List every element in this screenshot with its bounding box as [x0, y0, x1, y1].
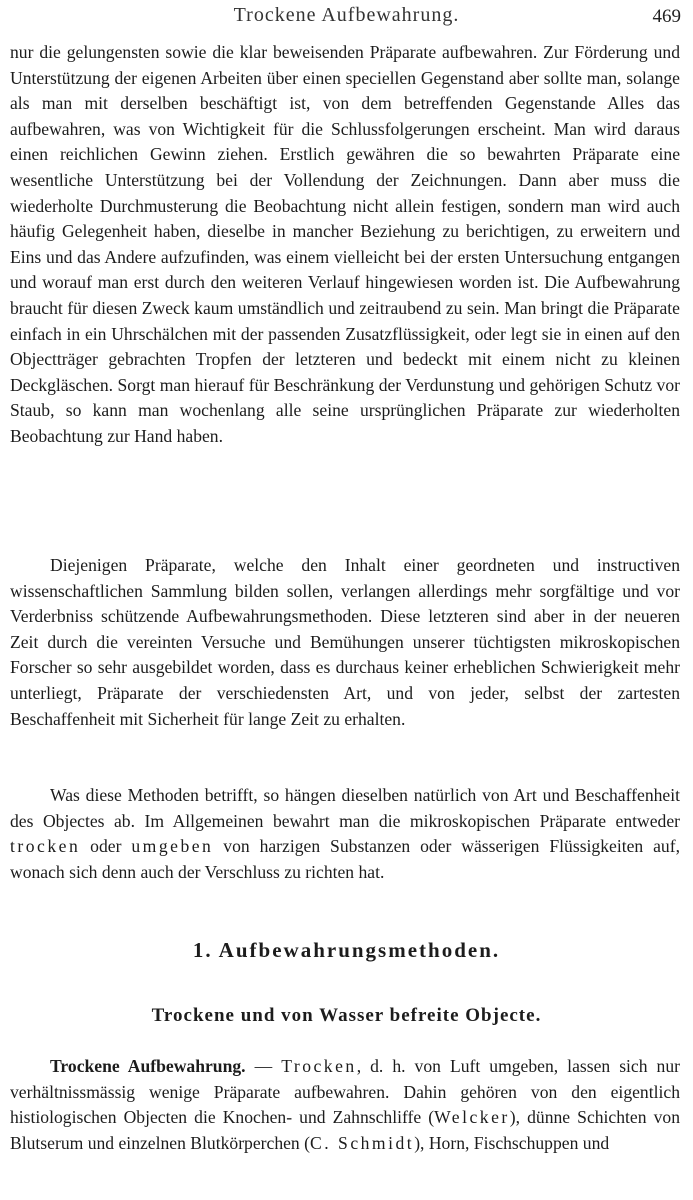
page-number: 469 — [652, 6, 681, 27]
section-heading: 1. Aufbewahrungsmethoden. — [192, 938, 501, 962]
paragraph-4-dash: — — [245, 1056, 282, 1076]
emphasis-trocken: trocken — [10, 836, 81, 857]
sub-heading: Trockene und von Wasser befreite Objecte. — [151, 1005, 542, 1026]
paragraph-1: nur die gelungensten sowie die klar beweisenden Präparate aufbewahren. Zur Förderung und Unterstützung der eigenen Arbeiten über einen speciellen Gegenstand aber sollte man, solange als man mit derselben beschäftigt ist, von dem betreffenden Gegenstande Alles das aufbewahren, was von Wichtigkeit für die Schlussfolgerungen erscheint. Man wird daraus einen reichlichen Gewinn ziehen. Erstlich gewähren die so bewahrten Präparate eine wesentliche Unterstützung bei der Vollendung der Zeichnungen. Dann aber muss die wiederholte Durchmusterung die Beobachtung nicht allein festigen, sondern man wird auch häufig Gelegenheit haben, dieselbe in mancher Beziehung zu berichtigen, zu erweitern und Eins und das Andere aufzufinden, was einem vielleicht bei der ersten Untersuchung entgangen und worauf man erst durch den weiteren Verlauf hingewiesen worden ist. Die Aufbewahrung braucht für diesen Zweck kaum umständlich und zeitraubend zu sein. Man bringt die Präparate einfach in ein Uhrschälchen mit der passenden Zusatzflüssigkeit, oder legt sie in einen auf den Objectträger gebrachten Tropfen der letzteren und bedeckt mit einem nicht zu kleinen Deckgläschen. Sorgt man hierauf für Beschränkung der Verdunstung und gehörigen Schutz vor Staub, so kann man wochenlang alle seine ursprünglichen Präparate zur wiederholten Beobachtung zur Hand haben. — [10, 42, 680, 446]
paragraph-3-text-c: oder — [80, 836, 132, 857]
page-header — [0, 2, 693, 32]
paragraph-4-run-in-heading: Trockene Aufbewahrung. — [50, 1056, 246, 1076]
running-head: Trockene Aufbewahrung. — [233, 4, 460, 26]
paragraph-3 — [10, 783, 680, 885]
emphasis-trocken-2: Trocken — [281, 1056, 357, 1076]
emphasis-umgeben: umgeben — [131, 836, 214, 857]
paragraph-4 — [10, 1054, 680, 1156]
paragraph-4-text-d: , d. h. von Luft umgeben, lassen sich nur verhältnissmässig wenige Präparate aufbewahren. Dahin gehören von den eigentlich histiologischen Objecten die Knochen- und Zahnschliffe ( — [10, 1056, 681, 1128]
paragraph-3-text-a: Was diese Methoden betrifft, so hängen dieselben natürlich von Art und Beschaffenheit des Objectes ab. Im Allgemeinen bewahrt man die mikroskopischen Präparate entweder — [10, 785, 680, 831]
paragraph-3-text-e: von harzigen Substanzen oder wässerigen Flüssigkeiten auf, wonach sich denn auch der Verschluss zu richten hat. — [10, 836, 680, 882]
paragraph-4-text-h: ), Horn, Fischschuppen und — [414, 1132, 610, 1153]
paragraph-2: Diejenigen Präparate, welche den Inhalt einer geordneten und instructiven wissenschaftlichen Sammlung bilden sollen, verlangen allerdings mehr sorgfältige und vor Verderbniss schützende Aufbewahrungsmethoden. Diese letzteren sind aber in der neueren Zeit durch die vereinten Versuche und Bemühungen unserer tüchtigsten mikroskopischen Forscher so sehr ausgebildet worden, dass es durchaus keiner erheblichen Schwierigkeit mehr unterliegt, Präparate der verschiedensten Art, und von jeder, selbst der zartesten Beschaffenheit mit Sicherheit für lange Zeit zu erhalten. — [10, 555, 680, 729]
author-welcker: Welcker — [434, 1107, 510, 1128]
paragraph-4-text-f: ), dünne Schichten von Blutserum und einzelnen Blutkörperchen ( — [10, 1107, 680, 1153]
author-schmidt: C. Schmidt — [310, 1132, 415, 1153]
